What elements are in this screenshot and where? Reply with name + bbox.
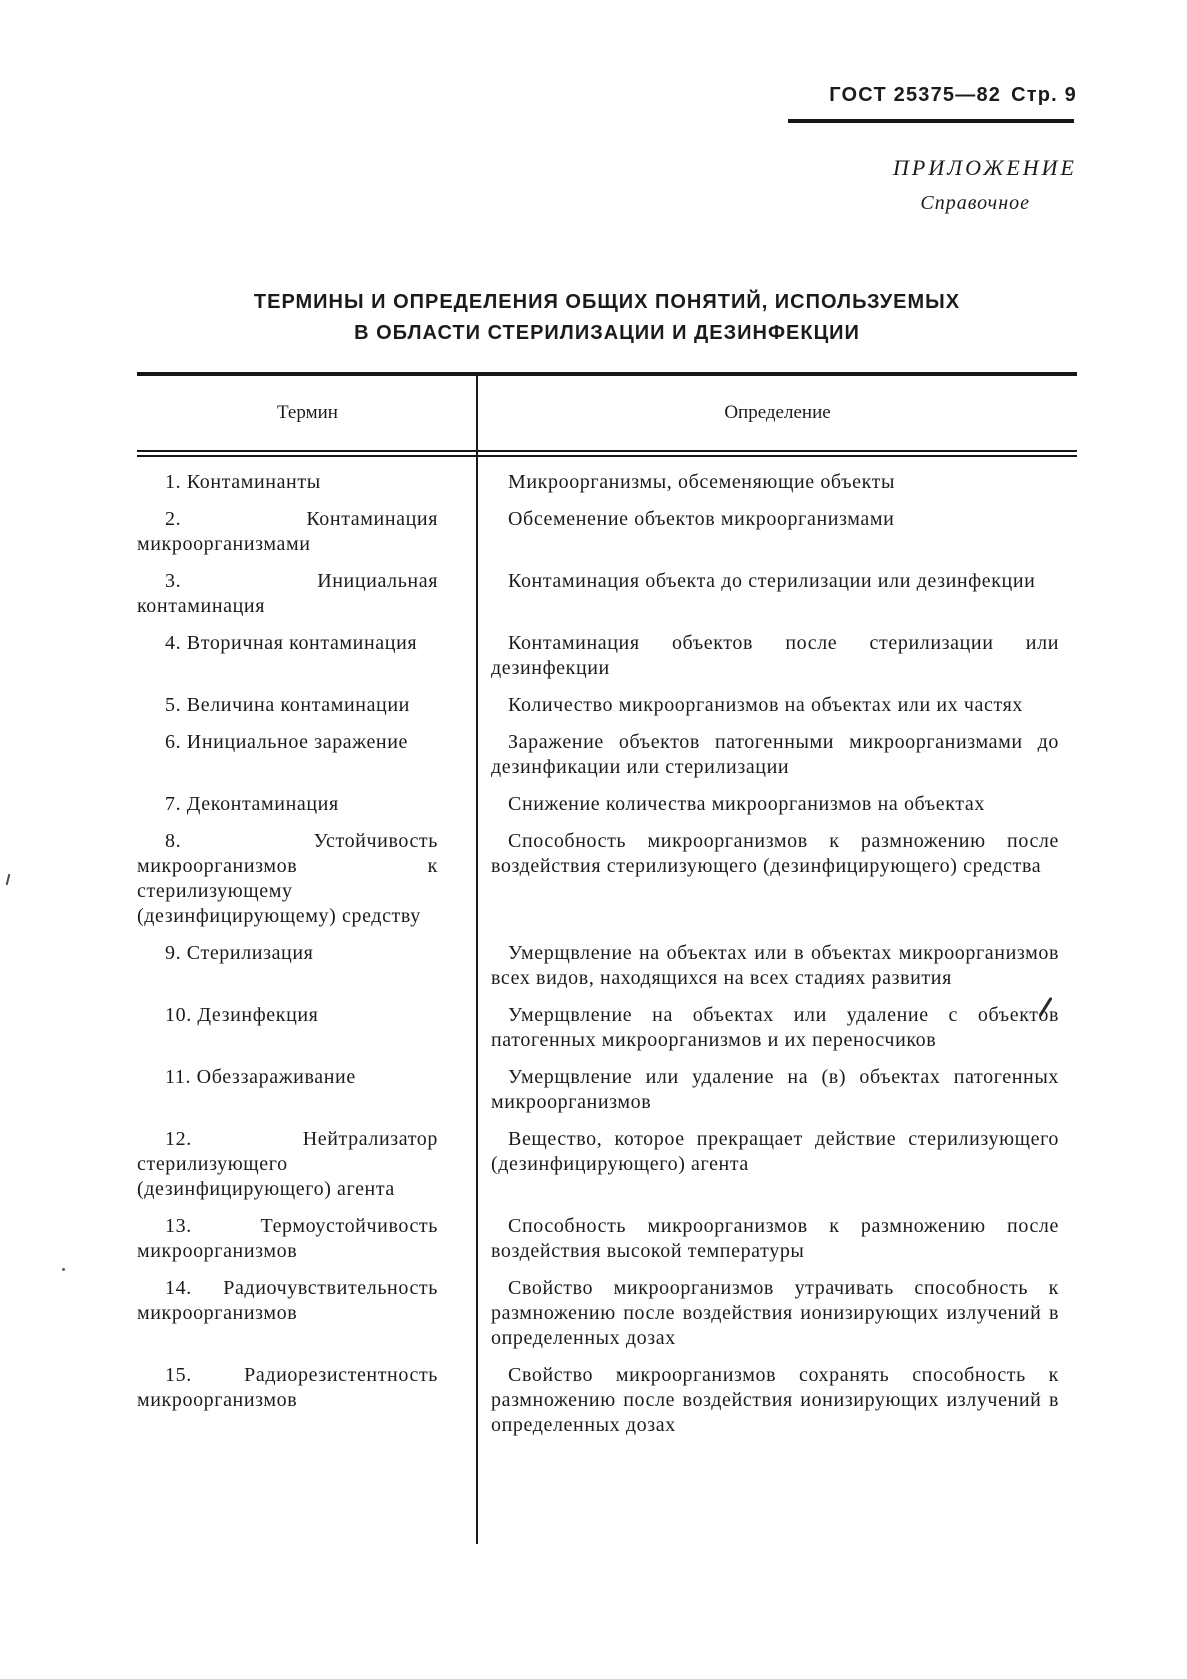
- table-row: [137, 829, 1077, 929]
- table-row: [137, 507, 1077, 557]
- definition-cell: Свойство микроорганизмов сохранять способность к размножению после воздействия ионизирующих излучений в определенных дозах: [491, 1364, 1059, 1436]
- definition-cell: Умерщвление или удаление на (в) объектах патогенных микроорганизмов: [491, 1066, 1059, 1113]
- definition-cell: Способность микроорганизмов к размножению после воздействия высокой температуры: [491, 1215, 1059, 1262]
- terms-table: [137, 372, 1077, 1450]
- document-title-line-1: ТЕРМИНЫ И ОПРЕДЕЛЕНИЯ ОБЩИХ ПОНЯТИЙ, ИСПОЛЬЗУЕМЫХ: [253, 291, 961, 313]
- table-body: [137, 457, 1077, 1438]
- term-cell: 8. Устойчивость микроорганизмов к стерилизующему (дезинфицирующему) средству: [137, 830, 438, 927]
- definition-cell: Обсеменение объектов микроорганизмами: [508, 508, 895, 530]
- standard-number: ГОСТ 25375—82: [829, 84, 1002, 106]
- table-row: [137, 1003, 1077, 1053]
- definition-column-header: Определение: [724, 402, 831, 423]
- table-row: [137, 569, 1077, 619]
- table-header-row: [137, 376, 1077, 450]
- header-separator-rule: [137, 450, 1077, 457]
- definition-cell: Контаминация объекта до стерилизации или дезинфекции: [508, 570, 1036, 592]
- term-cell: 2. Контаминация микроорганизмами: [137, 508, 438, 555]
- page-number: Стр. 9: [1011, 84, 1077, 106]
- definition-cell: Контаминация объектов после стерилизации или дезинфекции: [491, 632, 1059, 679]
- table-row: [137, 730, 1077, 780]
- table-row: [137, 1065, 1077, 1115]
- document-title-line-2: В ОБЛАСТИ СТЕРИЛИЗАЦИИ И ДЕЗИНФЕКЦИИ: [354, 322, 860, 344]
- document-title: [137, 287, 1077, 349]
- term-cell: 3. Инициальная контаминация: [137, 570, 438, 617]
- page-header: [0, 84, 1077, 107]
- term-cell: 14. Радиочувствительность микроорганизмов: [137, 1277, 438, 1324]
- table-row: [137, 1363, 1077, 1438]
- definition-cell: Снижение количества микроорганизмов на объектах: [508, 793, 985, 815]
- term-cell: 12. Нейтрализатор стерилизующего (дезинфицирующего) агента: [137, 1128, 438, 1200]
- definition-cell: Умерщвление на объектах или удаление с объектов патогенных микроорганизмов и их переносчиков: [491, 1004, 1059, 1051]
- term-cell: 1. Контаминанты: [165, 471, 321, 493]
- term-cell: 10. Дезинфекция: [165, 1004, 319, 1026]
- term-cell: 11. Обеззараживание: [165, 1066, 356, 1088]
- table-row: [137, 693, 1077, 718]
- definition-cell: Вещество, которое прекращает действие стерилизующего (дезинфицирующего) агента: [491, 1128, 1059, 1175]
- annex-label: ПРИЛОЖЕНИЕ: [893, 155, 1077, 180]
- term-cell: 15. Радиорезистентность микроорганизмов: [137, 1364, 438, 1411]
- scan-mark: [62, 1268, 65, 1271]
- definition-cell: Заражение объектов патогенными микроорганизмами до дезинфикации или стерилизации: [491, 731, 1059, 778]
- table-row: [137, 941, 1077, 991]
- table-row: [137, 1214, 1077, 1264]
- definition-cell: Свойство микроорганизмов утрачивать способность к размножению после воздействия ионизирующих излучений в определенных дозах: [491, 1277, 1059, 1349]
- term-cell: 13. Термоустойчивость микроорганизмов: [137, 1215, 438, 1262]
- definition-cell: Умерщвление на объектах или в объектах микроорганизмов всех видов, находящихся на всех стадиях развития: [491, 942, 1059, 989]
- table-row: [137, 631, 1077, 681]
- term-cell: 5. Величина контаминации: [165, 694, 410, 716]
- table-row: [137, 1276, 1077, 1351]
- term-cell: 4. Вторичная контаминация: [165, 632, 418, 654]
- annex-type: Справочное: [920, 192, 1030, 214]
- term-cell: 6. Инициальное заражение: [165, 731, 409, 753]
- term-cell: 9. Стерилизация: [165, 942, 314, 964]
- column-divider: [476, 376, 478, 1544]
- definition-cell: Количество микроорганизмов на объектах или их частях: [508, 694, 1023, 716]
- term-cell: 7. Деконтаминация: [165, 793, 339, 815]
- table-row: [137, 1127, 1077, 1202]
- table-row: [137, 792, 1077, 817]
- header-underline: [788, 119, 1074, 123]
- definition-cell: Способность микроорганизмов к размножению после воздействия стерилизующего (дезинфицирующего) средства: [491, 830, 1059, 877]
- scan-mark: [6, 874, 11, 885]
- table-row: [137, 470, 1077, 495]
- definition-cell: Микроорганизмы, обсеменяющие объекты: [508, 471, 896, 493]
- term-column-header: Термин: [277, 402, 338, 423]
